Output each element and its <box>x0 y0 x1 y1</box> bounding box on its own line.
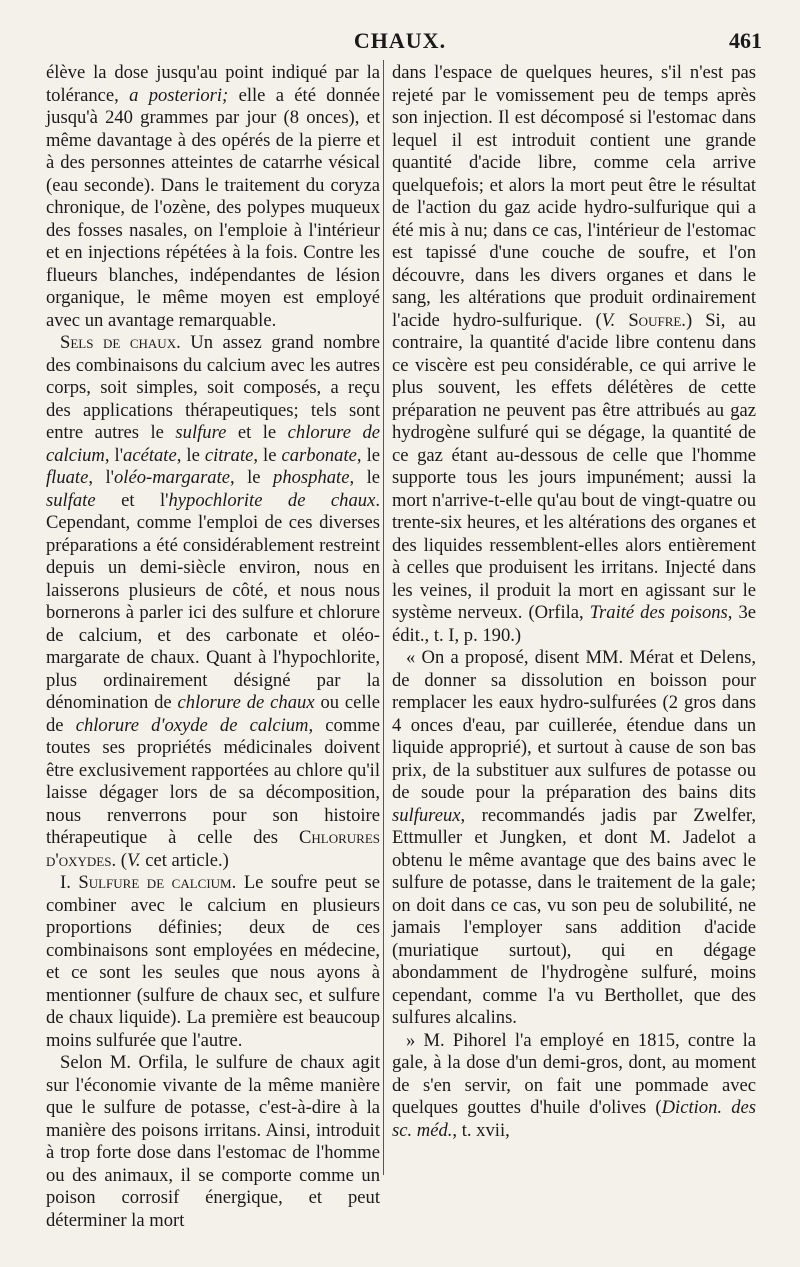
right-column <box>392 62 756 1142</box>
cross-reference: Chlorures d'oxydes <box>46 827 380 871</box>
paragraph-pihorel: » M. Pihorel l'a employé en 1815, contre la gale, à la dose d'un demi-gros, dont, au moment de s'en servir, on fait une pommade avec quelques gouttes d'huile d'olives (Diction. des sc. méd., t. xvii, <box>392 1029 756 1141</box>
paragraph-merat-delens: « On a proposé, disent MM. Mérat et Delens, de donner sa dissolution en boisson pour remplacer les eaux hydro-sulfurées (2 gros dans 4 onces d'eau, par cuillerée, étendue dans un liquide approprié), et surtout à cause de son bas prix, de la substituer aux sulfures de potasse ou de soude pour la préparation des bains dits sulfureux, recommandés jadis par Zwelfer, Ettmuller et Jungken, et dont M. Jadelot a obtenu le même avantage que des bains avec le sulfure de potasse, dans le traitement de la gale; on doit dans ce cas, vu son peu de solubilité, ne jamais l'employer sans addition d'acide (muriatique surtout), qui en dégage abondamment de l'hydrogène sulfuré, moins cependant, comme l'a vu Berthollet, que des sulfures alcalins. <box>392 647 756 1028</box>
left-column <box>46 62 380 1232</box>
paragraph-1: élève la dose jusqu'au point indiqué par la tolérance, a posteriori; elle a été donnée jusqu'à 240 grammes par jour (8 onces), et même davantage à des opérés de la pierre et à des personnes atteintes de catarrhe vésical (eau seconde). Dans le traitement du coryza chronique, de l'ozène, des polypes muqueux des fosses nasales, on l'emploie à l'intérieur et en injections répétées à la fois. Contre les flueurs blanches, indépendantes de lésion organique, le même moyen est employé avec un avantage remarquable. <box>46 62 380 331</box>
running-title: CHAUX. <box>353 28 447 53</box>
paragraph-continued: dans l'espace de quelques heures, s'il n'est pas rejeté par le vomissement peu de temps après son injection. Il est décomposé si l'estomac dans lequel il est introduit contient une grande quantité d'acide libre, comme cela arrive quelquefois; et alors la mort peut être le résultat de l'action du gaz acide hydro-sulfurique qui a été mis à nu; dans ce cas, l'intérieur de l'estomac est tapissé d'une couche de soufre, et l'on découvre, dans les divers organes et dans le sang, les altérations que produit ordinairement l'acide hydro-sulfurique. (V. Soufre.) Si, au contraire, la quantité d'acide libre contenu dans ce viscère est peu considérable, ce qui arrive le plus souvent, les effets délétères de cette préparation ne peuvent pas être attribués au gaz hydrogène sulfuré qui se dégage, la quantité de ce gaz étant au-dessous de celle que l'homme supporte tous les jours impunément; aussi la mort n'arrive-t-elle qu'au bout de vingt-quatre ou trente-six heures, et les altérations des organes et des liquides ressemblent-elles alors entièrement à celles que produisent les irritans. Injecté dans les veines, il produit la mort en agissant sur le système nerveux. (Orfila, Traité des poisons, 3e édit., t. I, p. 190.) <box>392 62 757 646</box>
cross-reference: Soufre. <box>615 309 686 331</box>
column-divider <box>383 60 384 1175</box>
paragraph-orfila: Selon M. Orfila, le sulfure de chaux agit sur l'économie vivante de la même manière que le sulfure de potasse, c'est-à-dire à la manière des poisons irritans. Ainsi, introduit à trop forte dose dans l'estomac de l'homme ou des animaux, il se comporte comme un poison corrosif énergique, et peut déterminer la mort <box>46 1052 380 1231</box>
paragraph-sels-de-chaux: Sels de chaux. Un assez grand nombre des combinaisons du calcium avec les autres corps, soit simples, soit composés, a reçu des applications thérapeutiques; tels sont entre autres le sulfure et le chlorure de calcium, l'acétate, le citrate, le carbonate, le fluate, l'oléo-margarate, le phosphate, le sulfate et l'hypochlorite de chaux. Cependant, comme l'emploi de ces diverses préparations a été considérablement restreint depuis un demi-siècle environ, nous en laisserons plusieurs de côté, et nous nous bornerons à parler ici des sulfure et chlorure de calcium, et des carbonate et oléo-margarate de chaux. Quant à l'hypochlorite, plus ordinairement désigné par la dénomination de chlorure de chaux ou celle de chlorure d'oxyde de calcium, comme toutes ses propriétés médicinales doivent être exclusivement rapportées au chlore qu'il laisse dégager lors de sa décomposition, nous renverrons pour son histoire thérapeutique à celle des Chlorures d'oxydes. (V. cet article.) <box>46 332 381 871</box>
page-header <box>30 28 770 58</box>
section-heading: Sels de chaux. <box>60 332 181 353</box>
page-number: 461 <box>729 28 762 53</box>
paragraph-sulfure-de-calcium: I. Sulfure de calcium. Le soufre peut se combiner avec le calcium en plusieurs proportions définies; deux de ces combinaisons sont employées en médecine, et ce sont les seules que nous ayons à mentionner (sulfure de chaux sec, et sulfure de chaux liquide). La première est beaucoup moins sulfurée que l'autre. <box>46 872 380 1051</box>
section-heading: I. Sulfure de calcium. <box>60 872 237 893</box>
